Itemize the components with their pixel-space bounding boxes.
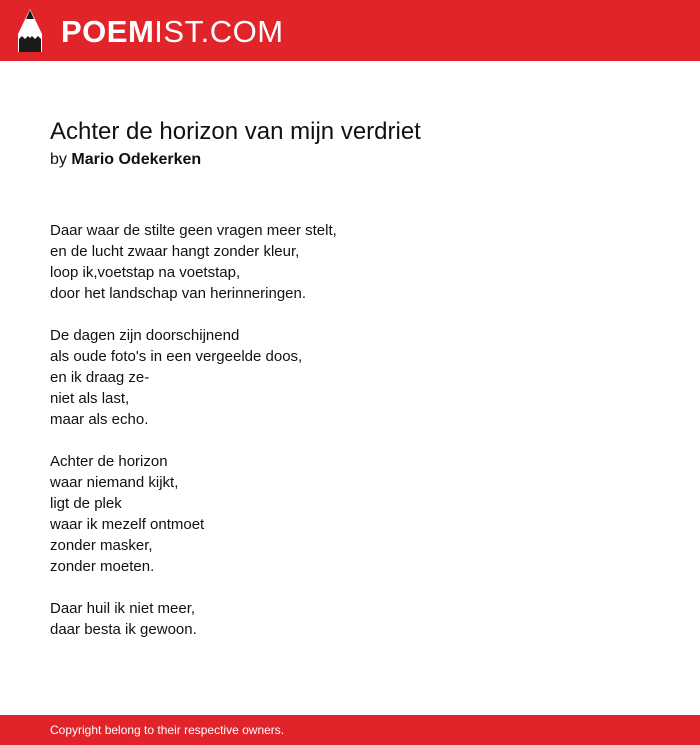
- site-logo-text: [61, 13, 284, 49]
- poem-line: niet als last,: [50, 390, 130, 407]
- poem-line: waar niemand kijkt,: [50, 474, 179, 491]
- poem-stanza: [50, 325, 650, 430]
- poem-line: loop ik,voetstap na voetstap,: [50, 264, 241, 281]
- poem-line: als oude foto's in een vergeelde doos,: [50, 348, 303, 365]
- poem-stanza: [50, 598, 650, 640]
- poem-author: Mario Odekerken: [71, 151, 202, 168]
- poem-line: zonder moeten.: [50, 558, 155, 575]
- poem-line: en de lucht zwaar hangt zonder kleur,: [50, 243, 300, 260]
- poem-line: Daar huil ik niet meer,: [50, 600, 196, 617]
- pencil-tip-icon: [15, 8, 45, 54]
- poem-stanza: [50, 220, 650, 304]
- poem-line: maar als echo.: [50, 411, 149, 428]
- poem-line: waar ik mezelf ontmoet: [50, 516, 205, 533]
- logo-text-bold: POEM: [61, 13, 155, 49]
- poem-line: Achter de horizon: [50, 453, 168, 470]
- poem-body: [50, 220, 650, 640]
- site-footer: [0, 715, 700, 745]
- poem-stanza: [50, 451, 650, 577]
- poem-line: ligt de plek: [50, 495, 122, 512]
- poem-line: door het landschap van herinneringen.: [50, 285, 307, 302]
- poem-byline: [50, 149, 650, 171]
- poem-line: daar besta ik gewoon.: [50, 621, 197, 638]
- site-logo-link[interactable]: [15, 8, 284, 54]
- poem-title: Achter de horizon van mijn verdriet: [50, 118, 421, 145]
- site-header: [0, 0, 700, 61]
- poem-line: zonder masker,: [50, 537, 153, 554]
- poem-line: en ik draag ze-: [50, 369, 150, 386]
- logo-text-light: IST.COM: [154, 13, 284, 49]
- byline-prefix: by: [50, 151, 67, 168]
- poem-line: De dagen zijn doorschijnend: [50, 327, 240, 344]
- poem-content: [50, 117, 650, 661]
- copyright-notice: Copyright belong to their respective owners.: [50, 723, 285, 737]
- poem-line: Daar waar de stilte geen vragen meer stelt,: [50, 222, 337, 239]
